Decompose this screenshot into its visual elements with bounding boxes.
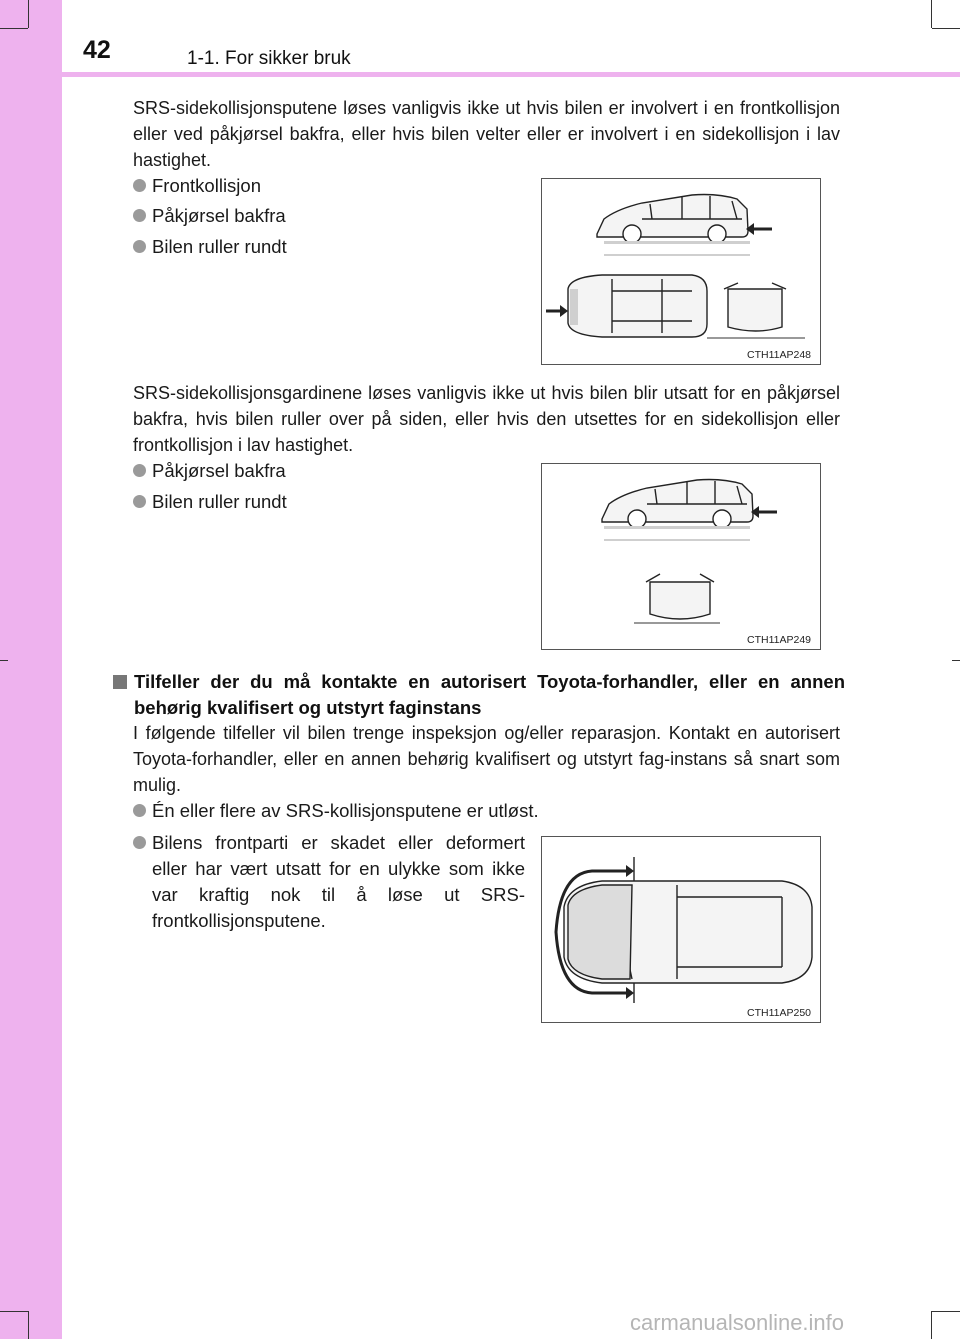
bullet-text: Frontkollisjon — [152, 175, 261, 196]
bullet-dot-icon — [133, 464, 146, 477]
section-heading — [113, 669, 845, 721]
crop-mark — [28, 0, 29, 28]
figure-code: CTH11AP250 — [747, 1007, 812, 1019]
bullet-item — [133, 489, 287, 515]
crop-mark — [0, 28, 28, 29]
bullet-text: Påkjørsel bakfra — [152, 205, 286, 226]
section-title: 1-1. For sikker bruk — [187, 48, 351, 69]
page-number: 42 — [83, 36, 111, 64]
bullet-text: Én eller flere av SRS-kollisjonsputene er utløst. — [152, 800, 539, 821]
side-view-car-icon — [597, 195, 748, 244]
car-illustration — [542, 179, 822, 366]
rollover-car-icon — [646, 574, 714, 619]
figure-curtain-collision — [541, 463, 821, 650]
top-view-car-icon — [568, 275, 707, 337]
side-curtain-intro: SRS-sidekollisjonsgardinene løses vanligvis ikke ut hvis bilen blir utsatt for en påkjørsel bakfra, hvis bilen ruller over på siden, eller hvis den utsettes for en sidekollisjon eller frontkollisjon i lav hastighet. — [133, 383, 840, 455]
bullet-text: Bilens frontparti er skadet eller deformert eller har vært utsatt for en ulykke som ikke var kraftig nok til å løse ut SRS-frontkollisjonsputene. — [152, 832, 525, 931]
heading-square-icon — [113, 675, 127, 689]
bullet-item — [133, 234, 287, 260]
bullet-dot-icon — [133, 179, 146, 192]
inspection-intro: I følgende tilfeller vil bilen trenge inspeksjon og/eller reparasjon. Kontakt en autorisert Toyota-forhandler, eller en annen behørig kvalifisert og utstyrt fag-instans så snart som mulig. — [133, 723, 840, 795]
bullet-item — [133, 173, 261, 199]
car-illustration — [542, 464, 822, 651]
side-color-bar — [0, 0, 62, 1339]
bullet-dot-icon — [133, 209, 146, 222]
crop-mark — [952, 660, 960, 661]
side-view-car-icon — [602, 480, 753, 529]
crop-mark — [0, 1311, 28, 1312]
crop-mark — [931, 1311, 932, 1339]
heading-text: Tilfeller der du må kontakte en autorisert Toyota-forhandler, eller en annen behørig kvalifisert og utstyrt faginstans — [134, 671, 845, 718]
figure-front-damage — [541, 836, 821, 1023]
bullet-item — [133, 203, 286, 229]
figure-code: CTH11AP248 — [747, 349, 812, 361]
figure-code: CTH11AP249 — [747, 634, 812, 646]
bullet-item — [133, 458, 286, 484]
bullet-text: Bilen ruller rundt — [152, 491, 287, 512]
header-rule — [62, 72, 960, 77]
bullet-text: Påkjørsel bakfra — [152, 460, 286, 481]
crop-mark — [28, 1311, 29, 1339]
crop-mark — [0, 660, 8, 661]
bullet-dot-icon — [133, 495, 146, 508]
rollover-car-icon — [724, 283, 786, 331]
crop-mark — [931, 0, 932, 28]
figure-collision-types — [541, 178, 821, 365]
bullet-text: Bilen ruller rundt — [152, 236, 287, 257]
crop-mark — [932, 1311, 960, 1312]
bullet-item — [133, 830, 525, 934]
car-illustration — [542, 837, 822, 1024]
side-airbag-intro: SRS-sidekollisjonsputene løses vanligvis ikke ut hvis bilen er involvert i en frontkollisjon eller ved påkjørsel bakfra, eller hvis bilen velter eller er involvert i en sidekollisjon i lav hastighet. — [133, 98, 840, 170]
bullet-item — [133, 798, 539, 824]
bullet-dot-icon — [133, 804, 146, 817]
crop-mark — [932, 28, 960, 29]
bullet-dot-icon — [133, 240, 146, 253]
bullet-dot-icon — [133, 836, 146, 849]
watermark: carmanualsonline.info — [630, 1310, 845, 1335]
